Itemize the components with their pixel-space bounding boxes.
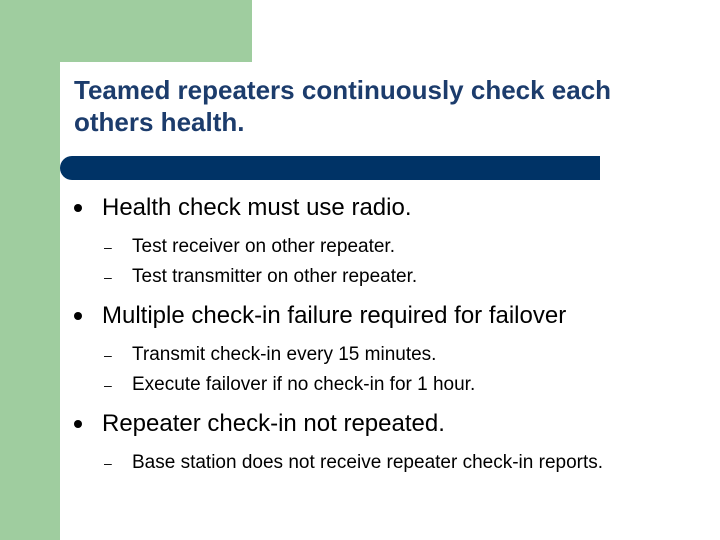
title-rule <box>60 156 600 180</box>
sub-bullet-text: Test transmitter on other repeater. <box>132 266 418 287</box>
bullet-item <box>74 190 694 226</box>
bullet-item <box>74 298 694 334</box>
sub-bullet-item <box>74 262 694 292</box>
sub-bullet-item <box>74 448 694 478</box>
sub-bullet-text: Test receiver on other repeater. <box>132 236 395 257</box>
dash-icon: – <box>104 269 112 285</box>
dash-icon: – <box>104 347 112 363</box>
sub-bullet-item <box>74 340 694 370</box>
sub-bullet-item <box>74 370 694 400</box>
bullet-text: Repeater check-in not repeated. <box>102 410 445 437</box>
bullet-item <box>74 406 694 442</box>
dash-icon: – <box>104 377 112 393</box>
dash-icon: – <box>104 239 112 255</box>
left-accent-bar <box>0 0 60 540</box>
bullet-dot-icon <box>74 204 82 212</box>
bullet-text: Health check must use radio. <box>102 194 412 221</box>
slide-content <box>74 190 694 478</box>
bullet-text: Multiple check-in failure required for failover <box>102 302 567 329</box>
sub-bullet-item <box>74 232 694 262</box>
bullet-dot-icon <box>74 312 82 320</box>
slide-title: Teamed repeaters continuously check each others health. <box>74 75 612 137</box>
sub-bullet-text: Transmit check-in every 15 minutes. <box>132 344 437 365</box>
top-accent-block <box>0 0 252 62</box>
sub-bullet-text: Execute failover if no check-in for 1 hour. <box>132 374 476 395</box>
dash-icon: – <box>104 455 112 471</box>
bullet-dot-icon <box>74 420 82 428</box>
sub-bullet-text: Base station does not receive repeater check-in reports. <box>132 452 604 473</box>
